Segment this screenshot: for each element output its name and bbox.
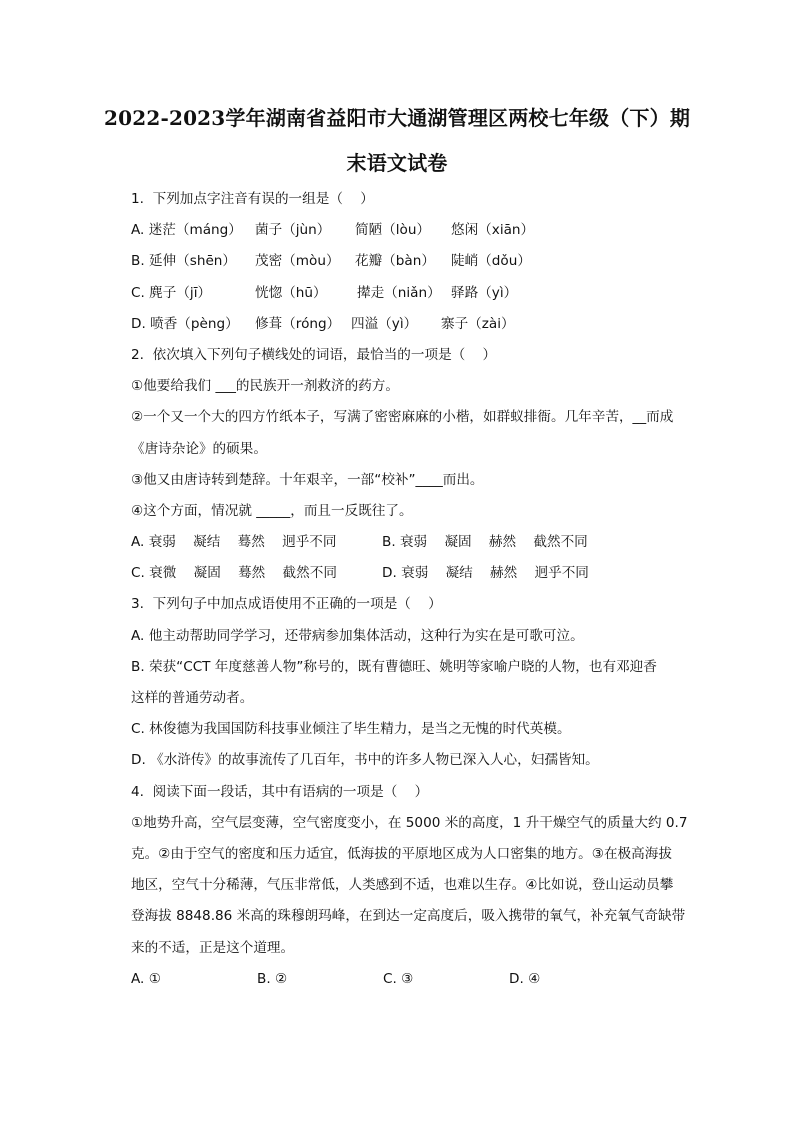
q4-stem: 4. 阅读下面一段话，其中有语病的一项是（ ） xyxy=(131,783,429,800)
q4-passage-line-3: 地区，空气十分稀薄，气压非常低，人类感到不适，也难以生存。④比如说，登山运动员攀 xyxy=(131,877,674,894)
q4-passage-line-4: 登海拔 8848.86 米高的珠穆朗玛峰，在到达一定高度后，吸入携带的氧气，补充氧气奇缺带 xyxy=(131,908,686,925)
q4-passage-line-2: 克。②由于空气的密度和压力适宜，低海拔的平原地区成为人口密集的地方。③在极高海拔 xyxy=(131,845,672,862)
q4-option-d: D. ④ xyxy=(509,970,541,987)
q3-option-c: C. 林俊德为我国国防科技事业倾注了毕生精力，是当之无愧的时代英模。 xyxy=(131,721,571,738)
q2-sentence-1: ①他要给我们 ___的民族开一剂救济的药方。 xyxy=(131,378,399,395)
q1-option-d-item: D. 喷香（pèng） xyxy=(131,315,239,332)
q1-option-a xyxy=(131,215,696,246)
q1-option-d-item: 寨子（zài） xyxy=(441,315,515,332)
q1-option-d-item: 修葺（róng） xyxy=(255,315,341,332)
q1-stem: 1. 下列加点字注音有误的一组是（ ） xyxy=(131,191,374,207)
q2-option-c: C. 衰微 凝固 蓦然 截然不同 xyxy=(131,565,337,582)
q1-option-d-item: 四溢（yì） xyxy=(351,315,418,332)
q1-option-c-item: C. 麂子（jī） xyxy=(131,284,212,301)
q1-option-b-item: B. 延伸（shēn） xyxy=(131,253,237,270)
q2-sentence-3: ③他又由唐诗转到楚辞。十年艰辛，一部“校补”____而出。 xyxy=(131,471,484,488)
q2-option-a: A. 衰弱 凝结 蓦然 迥乎不同 xyxy=(131,534,337,551)
q4-option-a: A. ① xyxy=(131,970,161,987)
q1-option-b-item: 花瓣（bàn） xyxy=(355,253,435,270)
q1-option-b-item: 陡峭（dǒu） xyxy=(451,253,531,270)
q1-option-a-item: A. 迷茫（máng） xyxy=(131,222,242,239)
q1-option-a-item: 菌子（jùn） xyxy=(255,222,331,239)
q1-option-c-item: 驿路（yì） xyxy=(451,284,518,301)
q2-sentence-2: ②一个又一个大的四方竹纸本子，写满了密密麻麻的小楷，如群蚁排衙。几年辛苦，__而成 xyxy=(131,409,674,426)
exam-title-line-1: 2022-2023学年湖南省益阳市大通湖管理区两校七年级（下）期 xyxy=(103,106,691,130)
q1-option-c-item: 恍惚（hū） xyxy=(255,284,327,301)
q1-option-b xyxy=(131,246,696,277)
q1-option-b-item: 茂密（mòu） xyxy=(255,253,340,270)
q2-options-row-2 xyxy=(131,558,696,589)
q2-sentence-4: ④这个方面，情况就 _____，而且一反既往了。 xyxy=(131,502,413,519)
q4-options xyxy=(131,964,696,995)
q2-option-d: D. 衰弱 凝结 赫然 迥乎不同 xyxy=(382,565,589,582)
q1-option-c xyxy=(131,278,696,309)
q3-option-a: A. 他主动帮助同学学习，还带病参加集体活动，这种行为实在是可歌可泣。 xyxy=(131,627,584,644)
q1-option-a-item: 悠闲（xiān） xyxy=(451,222,535,239)
exam-content xyxy=(131,184,696,995)
q2-sentence-2-cont: 《唐诗杂论》的硕果。 xyxy=(131,440,267,457)
q1-option-c-item: 撵走（niǎn） xyxy=(357,284,441,301)
q4-option-c: C. ③ xyxy=(383,970,414,987)
q2-option-b: B. 衰弱 凝固 赫然 截然不同 xyxy=(382,534,588,551)
q4-option-b: B. ② xyxy=(257,970,288,987)
q4-passage-line-1: ①地势升高，空气层变薄，空气密度变小，在 5000 米的高度，1 升干燥空气的质量大约 0.7 xyxy=(131,814,688,831)
q4-passage-line-5: 来的不适，正是这个道理。 xyxy=(131,939,295,956)
q2-options-row-1 xyxy=(131,527,696,558)
exam-title-line-2: 末语文试卷 xyxy=(346,151,448,175)
q2-stem: 2. 依次填入下列句子横线处的词语，最恰当的一项是（ ） xyxy=(131,346,497,363)
q3-option-b-cont: 这样的普通劳动者。 xyxy=(131,690,254,706)
q1-option-a-item: 简陋（lòu） xyxy=(355,222,431,239)
q3-option-b: B. 荣获“CCT 年度慈善人物”称号的，既有曹德旺、姚明等家喻户晓的人物，也有邓迎香 xyxy=(131,658,657,675)
q3-option-d: D. 《水浒传》的故事流传了几百年，书中的许多人物已深入人心，妇孺皆知。 xyxy=(131,752,599,769)
q3-stem: 3. 下列句子中加点成语使用不正确的一项是（ ） xyxy=(131,596,442,613)
q1-option-d xyxy=(131,309,696,340)
